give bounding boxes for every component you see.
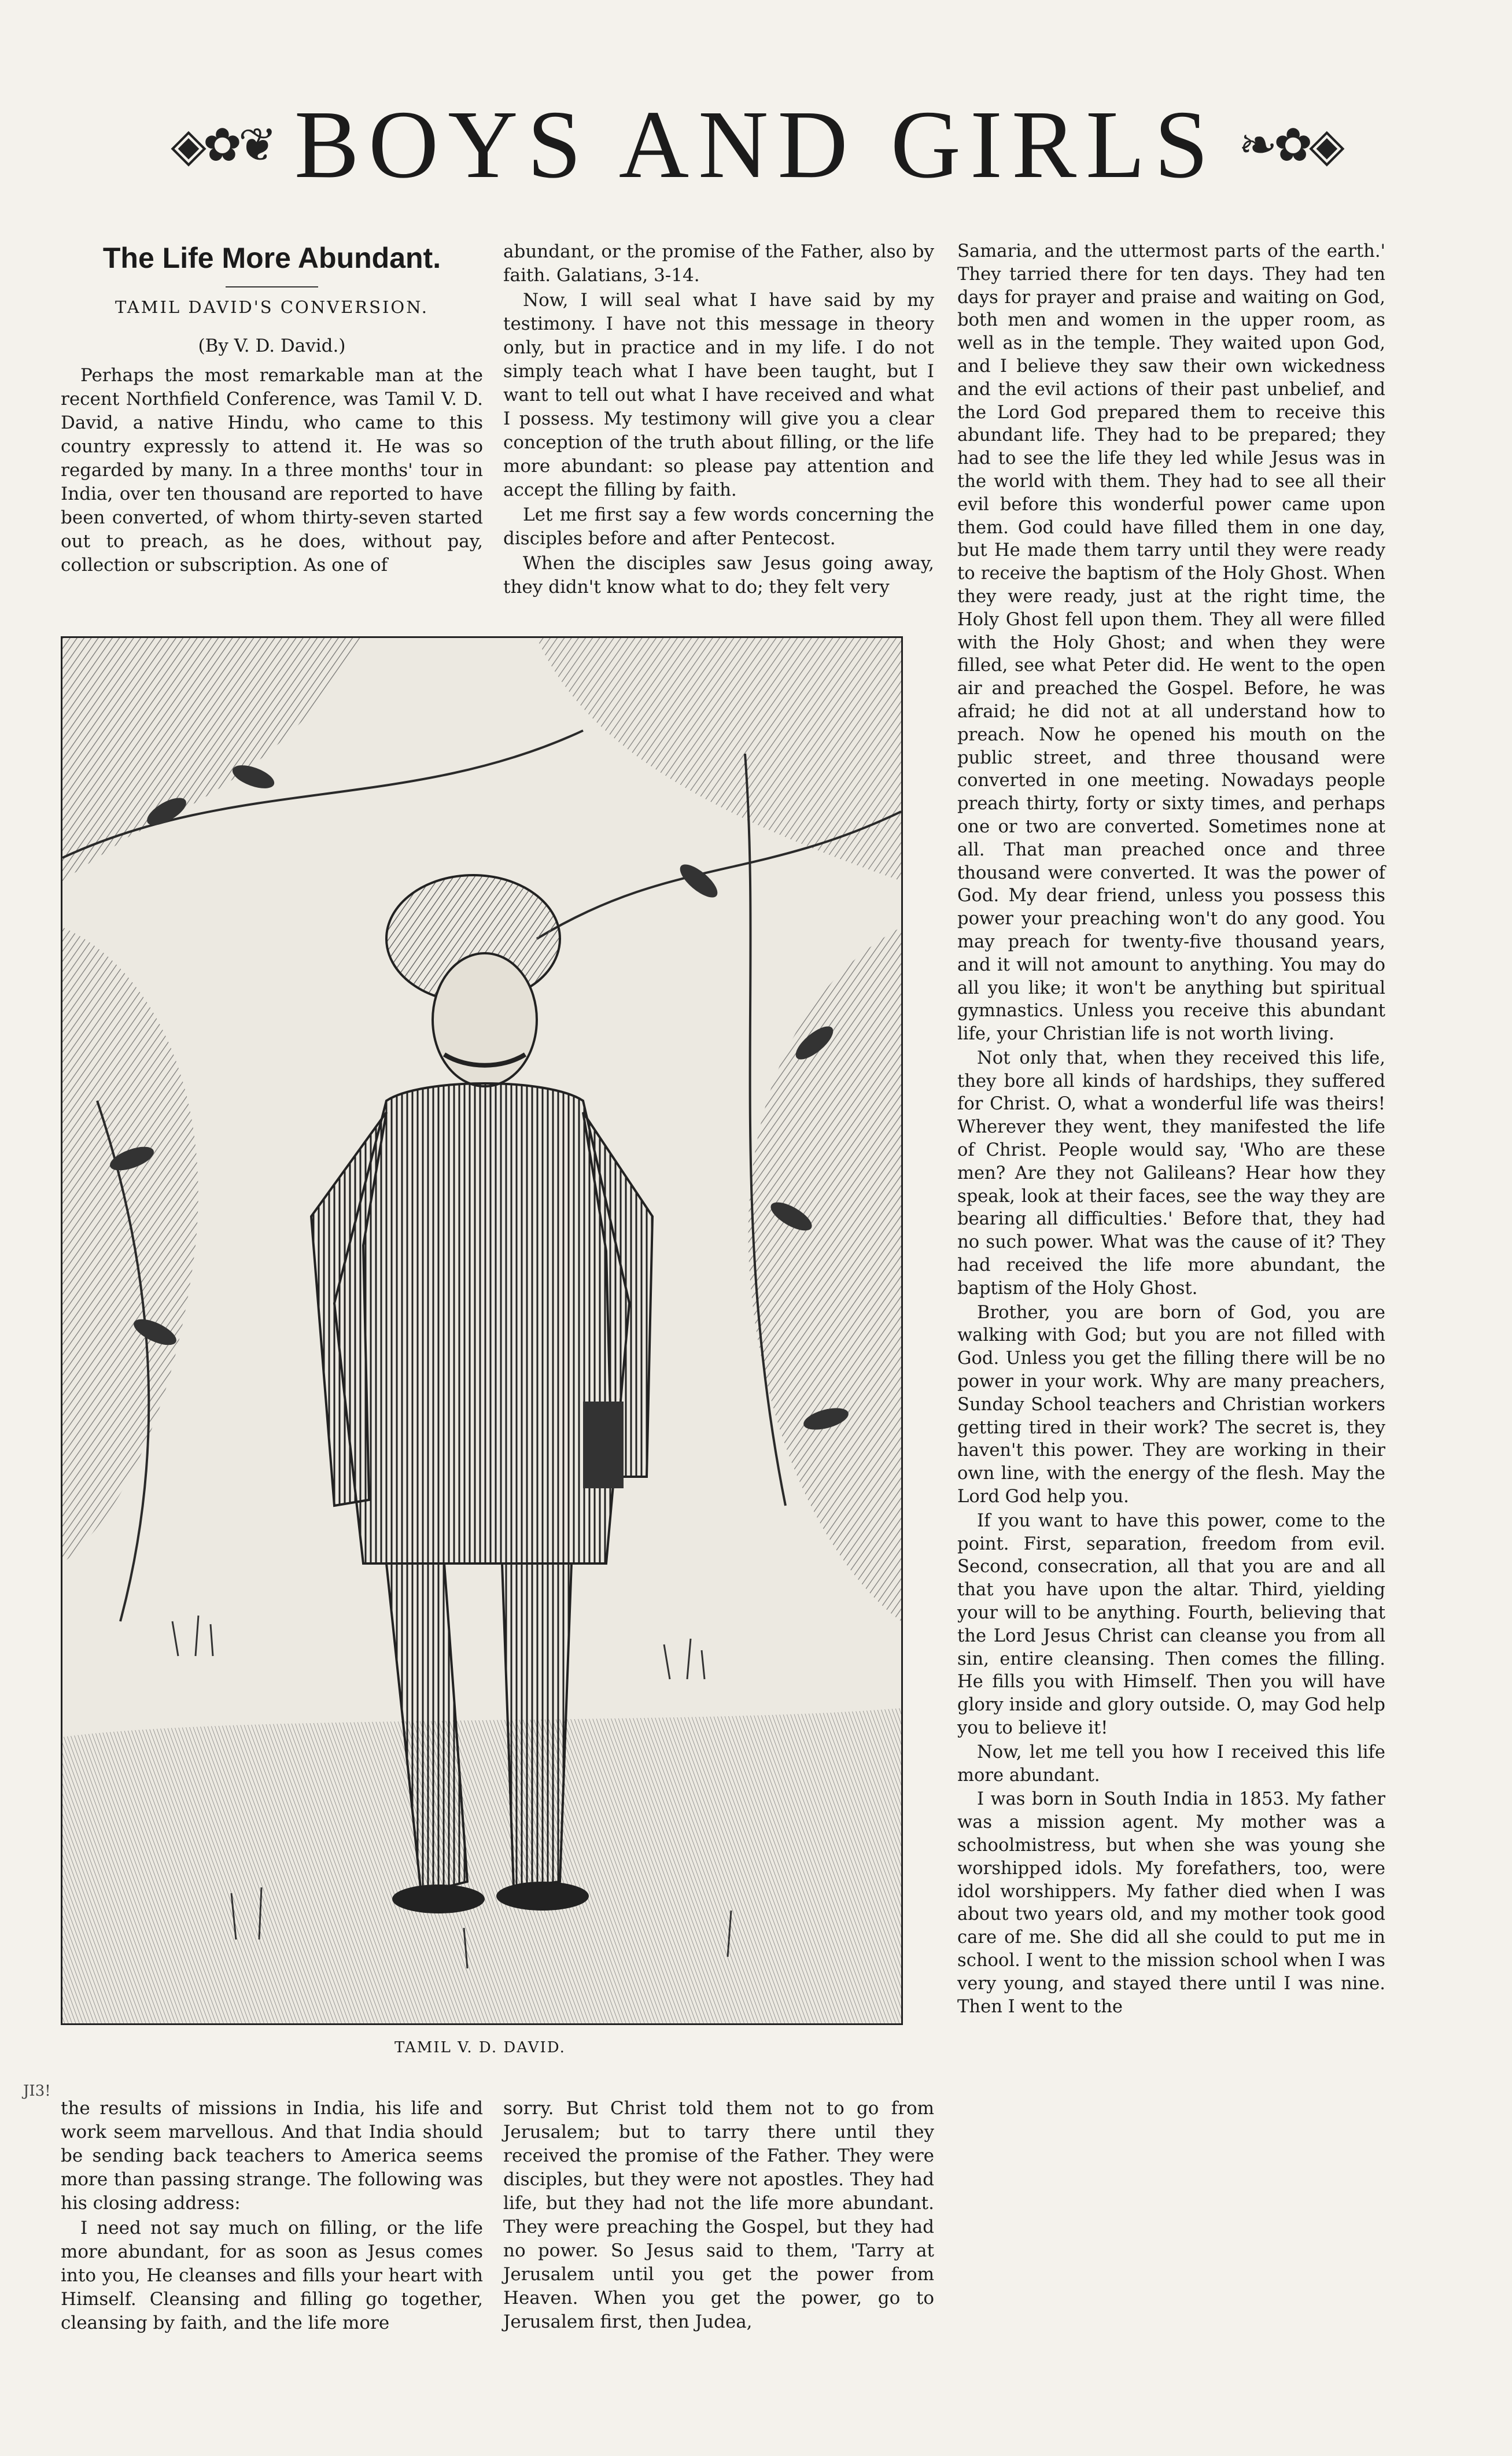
paragraph: I was born in South India in 1853. My father was a mission agent. My mother was a schoolmistress, but when she was young she worshipped idols. My forefathers, too, were idol worshippers. My father died when I was about two years old, and my mother took good care of me. She did all she could to put me in school. I went to the mission school when I was very young, and stayed there until I was nine. Then I went to the — [957, 1789, 1385, 2017]
paragraph: If you want to have this power, come to the point. First, separation, freedom from evil. Second, consecration, all that you are and all that you have upon the altar. Third, yielding your will to be anything. Fourth, believing that the Lord Jesus Christ can cleanse you from all sin, entire cleansing. Then comes the filling. He fills you with Himself. Then you will have glory inside and glory outside. O, may God help you to believe it! — [957, 1510, 1385, 1738]
figure-caption: TAMIL V. D. DAVID. — [394, 2039, 566, 2056]
column-1-top — [61, 240, 483, 578]
column-2-top — [503, 240, 934, 600]
column-2-bottom — [503, 2097, 934, 2335]
margin-mark: JI3! — [23, 2082, 51, 2100]
paragraph: abundant, or the promise of the Father, also by faith. Galatians, 3-14. — [503, 241, 934, 286]
column-3 — [957, 240, 1385, 2019]
paragraph: Now, I will seal what I have said by my testimony. I have not this message in theory only, but in practice and in my life. I do not simply teach what I have been taught, but I want to tell out what I have received and what I possess. My testimony will give you a clear conception of the truth about filling, or the life more abundant: so please pay attention and accept the filling by faith. — [503, 290, 934, 500]
title-rule — [226, 286, 318, 287]
book — [583, 1402, 624, 1488]
left-shoe — [392, 1885, 485, 1913]
section-masthead — [0, 87, 1512, 202]
paragraph: I need not say much on filling, or the life more abundant, for as soon as Jesus comes into you, He cleanses and fills your heart with Himself. Cleansing and filling go together, cleansing by faith, and the life more — [61, 2218, 483, 2333]
paragraph: When the disciples saw Jesus going away, they didn't know what to do; they felt very — [503, 553, 934, 598]
ground — [62, 1708, 901, 2023]
right-shoe — [496, 1882, 589, 1911]
portrait-illustration — [61, 636, 903, 2025]
engraving-svg — [62, 638, 901, 2023]
column-1-bottom — [61, 2097, 483, 2336]
paragraph: Let me first say a few words concerning the disciples before and after Pentecost. — [503, 504, 934, 549]
paragraph: Brother, you are born of God, you are walking with God; but you are not filled with God. Unless you get the filling there will be no power in your work. Why are many preachers, Sunday School teachers and Christian workers getting tired in their work? The secret is, they haven't this power. They are working in their own line, with the energy of the flesh. May the Lord God help you. — [957, 1302, 1385, 1507]
ornament-right-icon: ❧✿◈ — [1238, 117, 1341, 172]
paragraph: Samaria, and the uttermost parts of the earth.' They tarried there for ten days. They had ten days for prayer and praise and waiting on God, both men and women in the upper room, as well as in the temple. They waited upon God, and I believe they saw their own wickedness and the evil actions of their past unbelief, and the Lord God prepared them to receive this abundant life. They had to be prepared; they had to see the life they led while Jesus was in the world with them. They had to see all their evil before this wonderful power came upon them. God could have filled them in one day, but He made them tarry until they were ready to receive the baptism of the Holy Ghost. When they were ready, just at the right time, the Holy Ghost fell upon them. They all were filled with the Holy Ghost; and when they were filled, see what Peter did. He went to the open air and preached the Gospel. Before, he was afraid; he did not at all understand how to preach. Now he opened his mouth on the public street, and three thousand were converted in one meeting. Nowadays people preach thirty, forty or sixty times, and perhaps one or two are converted. Sometimes none at all. That man preached once and three thousand were converted. It was the power of God. My dear friend, unless you possess this power your preaching won't do any good. You may preach for twenty-five thousand years, and it will not amount to anything. You may do all you like; it won't be anything but spiritual gymnastics. Unless you receive this abundant life, your Christian life is not worth living. — [957, 241, 1385, 1045]
paragraph: the results of missions in India, his life and work seem marvellous. And that India should be sending back teachers to America seems more than passing strange. The following was his closing address: — [61, 2098, 483, 2214]
paragraph: Now, let me tell you how I received this life more abundant. — [957, 1742, 1385, 1786]
section-title: BOYS AND GIRLS — [294, 91, 1218, 198]
ornament-left-icon: ◈✿❦ — [171, 117, 274, 172]
article-title: The Life More Abundant. — [102, 242, 441, 274]
paragraph: Perhaps the most remarkable man at the recent Northfield Conference, was Tamil V. D. David, a native Hindu, who came to this country expressly to attend it. He was so regarded by many. In a three months' tour in India, over ten thousand are reported to have been converted, of whom thirty-seven started out to preach, as he does, without pay, collection or subscription. As one of — [61, 365, 483, 576]
masthead-row — [171, 87, 1341, 202]
article-subtitle: TAMIL DAVID'S CONVERSION. — [115, 297, 429, 317]
right-leg — [502, 1563, 571, 1887]
paragraph: sorry. But Christ told them not to go from Jerusalem; but to tarry there until they received the promise of the Father. They were disciples, but they were not apostles. They had life, but they had not the life more abundant. They were preaching the Gospel, but they had no power. So Jesus said to them, 'Tarry at Jerusalem until you get the power from Heaven. When you get the power, go to Jerusalem first, then Judea, — [503, 2098, 934, 2332]
paragraph: Not only that, when they received this life, they bore all kinds of hardships, they suffered for Christ. O, what a wonderful life was theirs! Wherever they went, they manifested the life of Christ. People would say, 'Who are these men? Are they not Galileans? Hear how they speak, look at their faces, see the way they are bearing all difficulties.' Before that, they had no such power. What was the cause of it? They had received the life more abundant, the baptism of the Holy Ghost. — [957, 1048, 1385, 1299]
article-byline: (By V. D. David.) — [198, 335, 346, 356]
